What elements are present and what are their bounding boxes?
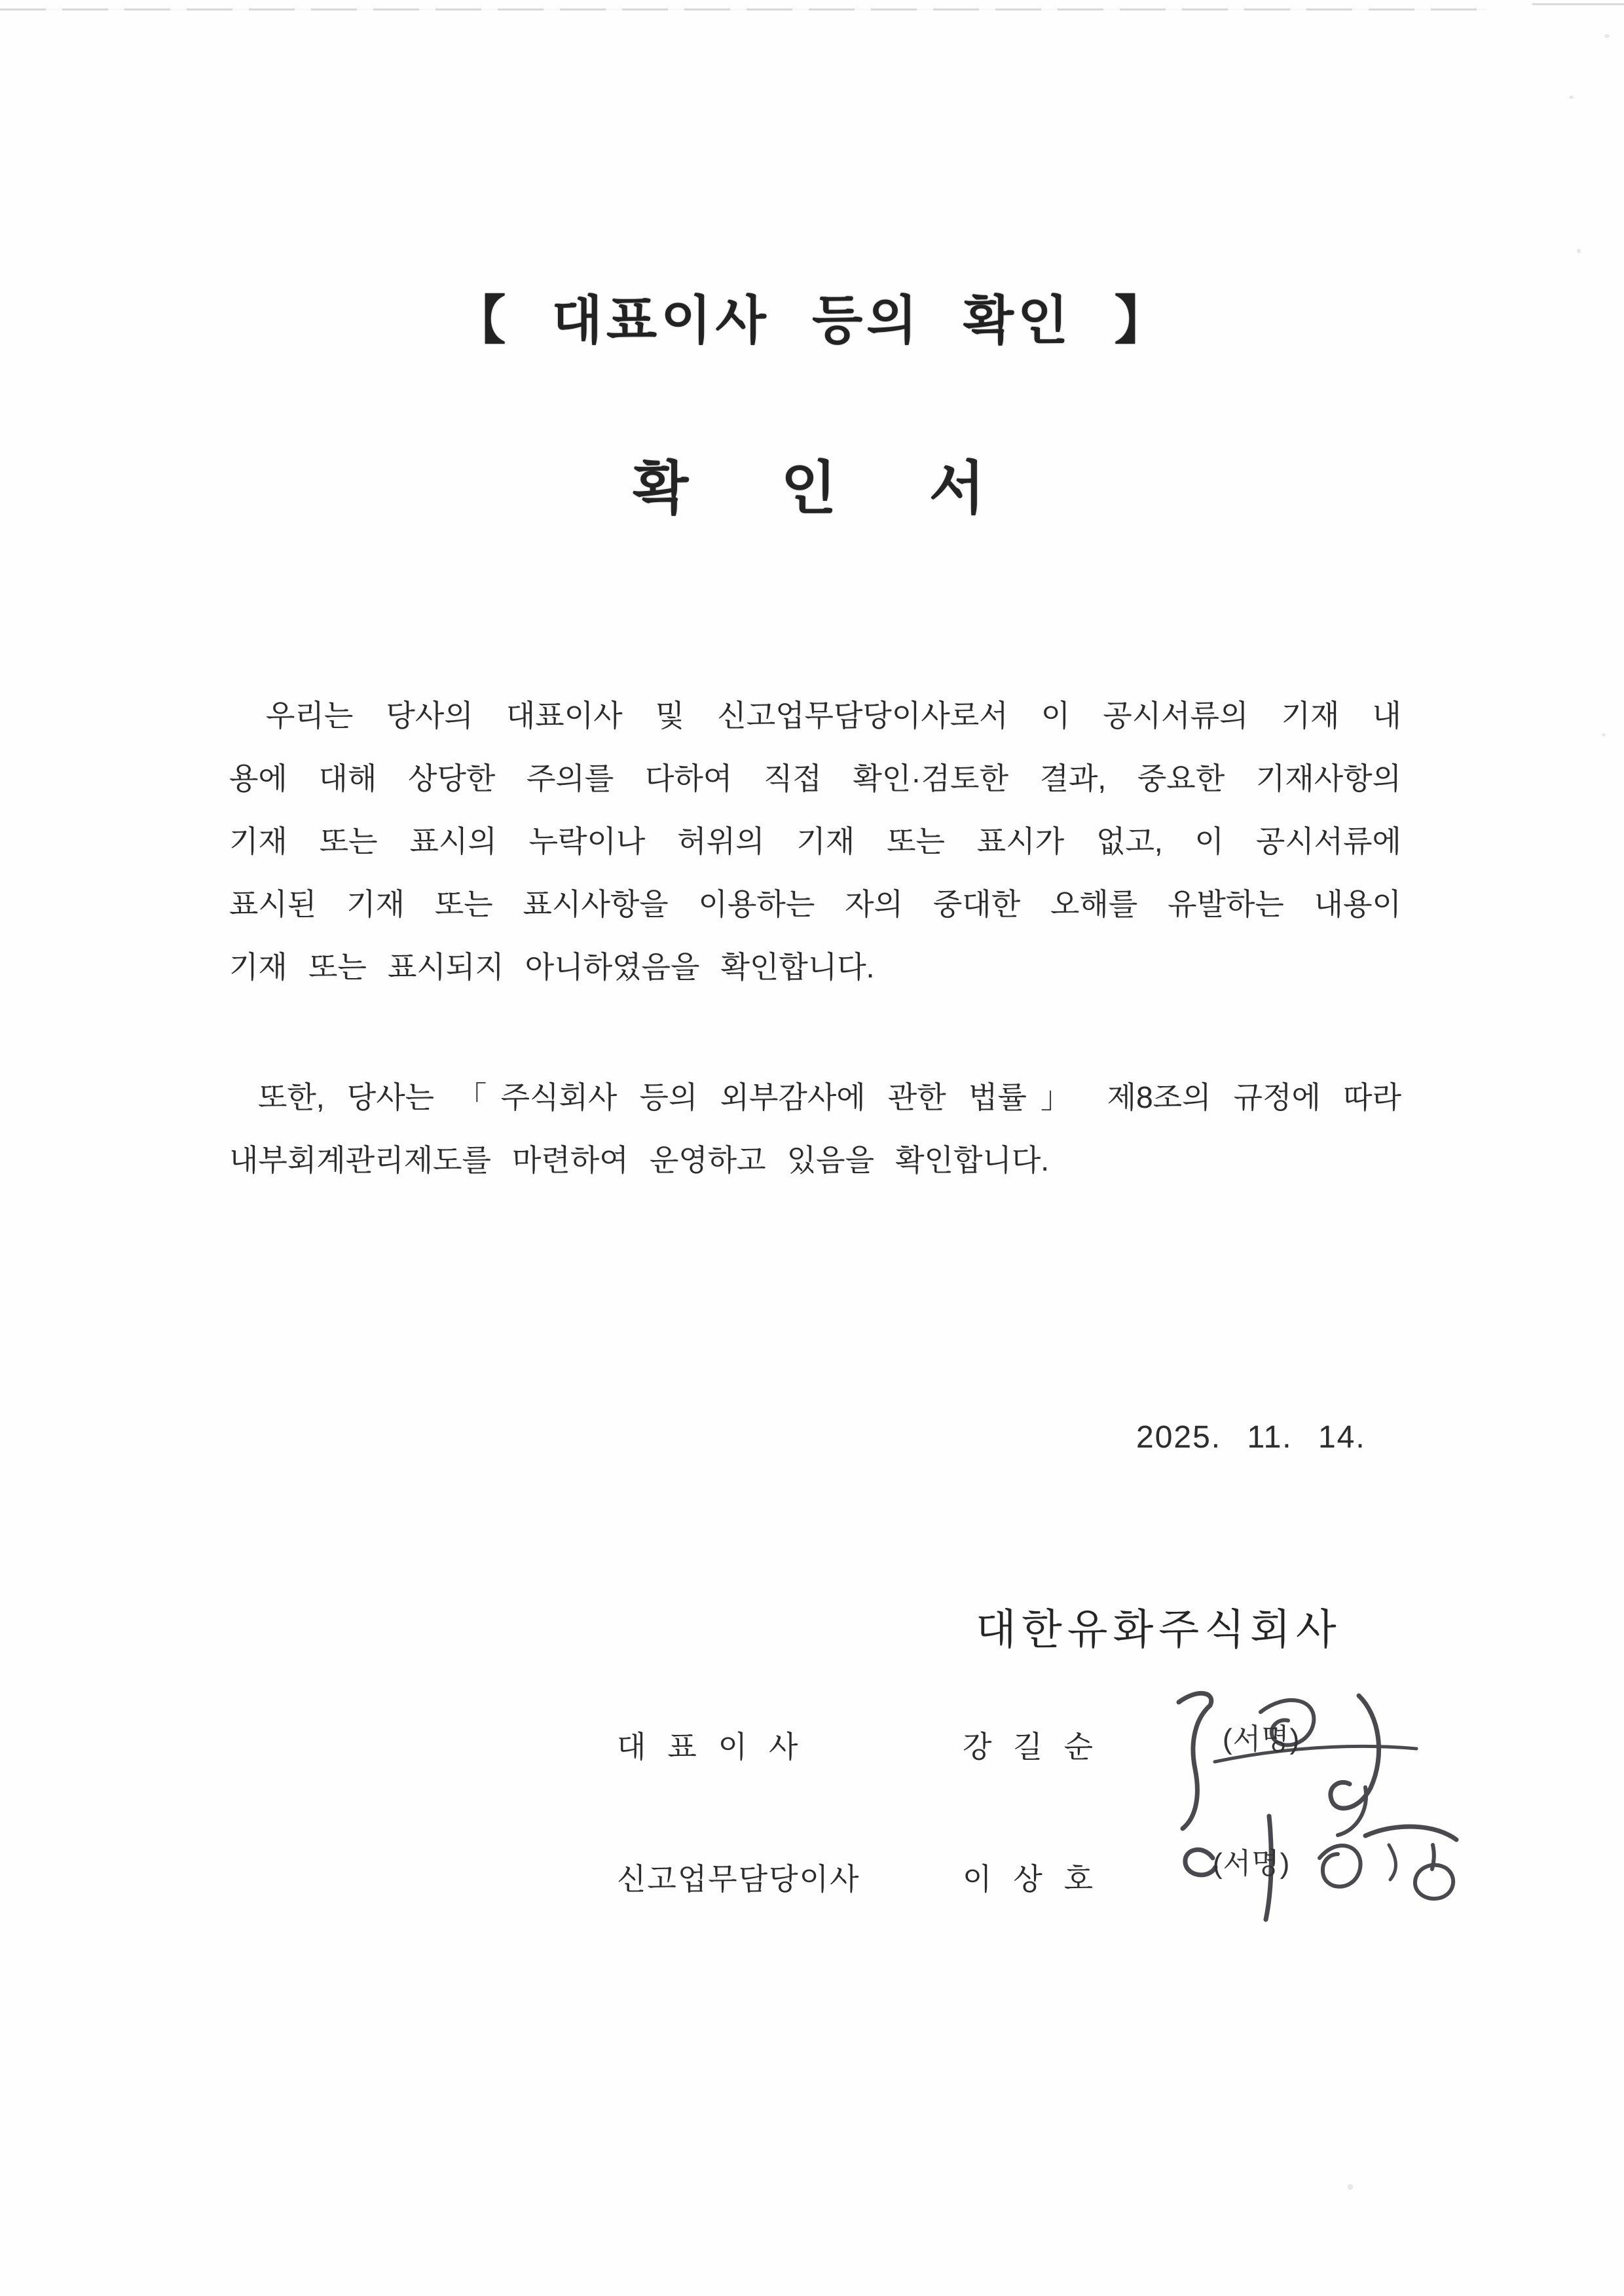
body-line: 기재 또는 표시의 누락이나 허위의 기재 또는 표시가 없고, 이 공시서류에 [229,824,1401,858]
scan-speck [1577,249,1581,253]
document-header-title: 【 대표이사 등의 확인 】 [453,291,1171,350]
scan-speck [1602,733,1606,737]
signer-name-ceo: 강 길 순 [963,1730,1095,1764]
document-date: 2025. 11. 14. [1136,1420,1366,1455]
signer-role-officer: 신고업무담당이사 [617,1862,860,1896]
paragraph-internal-control [229,1066,1401,1192]
scan-speck [1569,96,1574,99]
company-name: 대한유화주식회사 [976,1606,1342,1653]
signature-stamp-text: (서명) [1223,1723,1301,1755]
body-line: 또한, 당사는 「주식회사 등의 외부감사에 관한 법률」 제8조의 규정에 따라 [258,1080,1402,1114]
scanner-artifact-line [0,9,1486,10]
body-line: 내부회계관리제도를 마련하여 운영하고 있음을 확인합니다. [229,1143,1050,1177]
scan-speck [1604,34,1610,38]
signer-role-ceo: 대 표 이 사 [617,1730,800,1764]
scanner-artifact-line [1532,3,1624,5]
paragraph-confirmation [229,684,1401,998]
signer-name-officer: 이 상 호 [963,1862,1095,1896]
officer-signature [1172,1808,1464,1936]
scan-speck [1348,2184,1353,2190]
body-line: 용에 대해 상당한 주의를 다하여 직접 확인·검토한 결과, 중요한 기재사항의 [229,761,1401,795]
document-title: 확 인 서 [633,456,991,520]
body-line: 표시된 기재 또는 표시사항을 이용하는 자의 중대한 오해를 유발하는 내용이 [229,887,1401,921]
body-line: 기재 또는 표시되지 아니하였음을 확인합니다. [229,950,875,984]
signature-stamp-text: (서명) [1213,1848,1291,1880]
body-line: 우리는 당사의 대표이사 및 신고업무담당이사로서 이 공시서류의 기재 내 [266,699,1401,733]
